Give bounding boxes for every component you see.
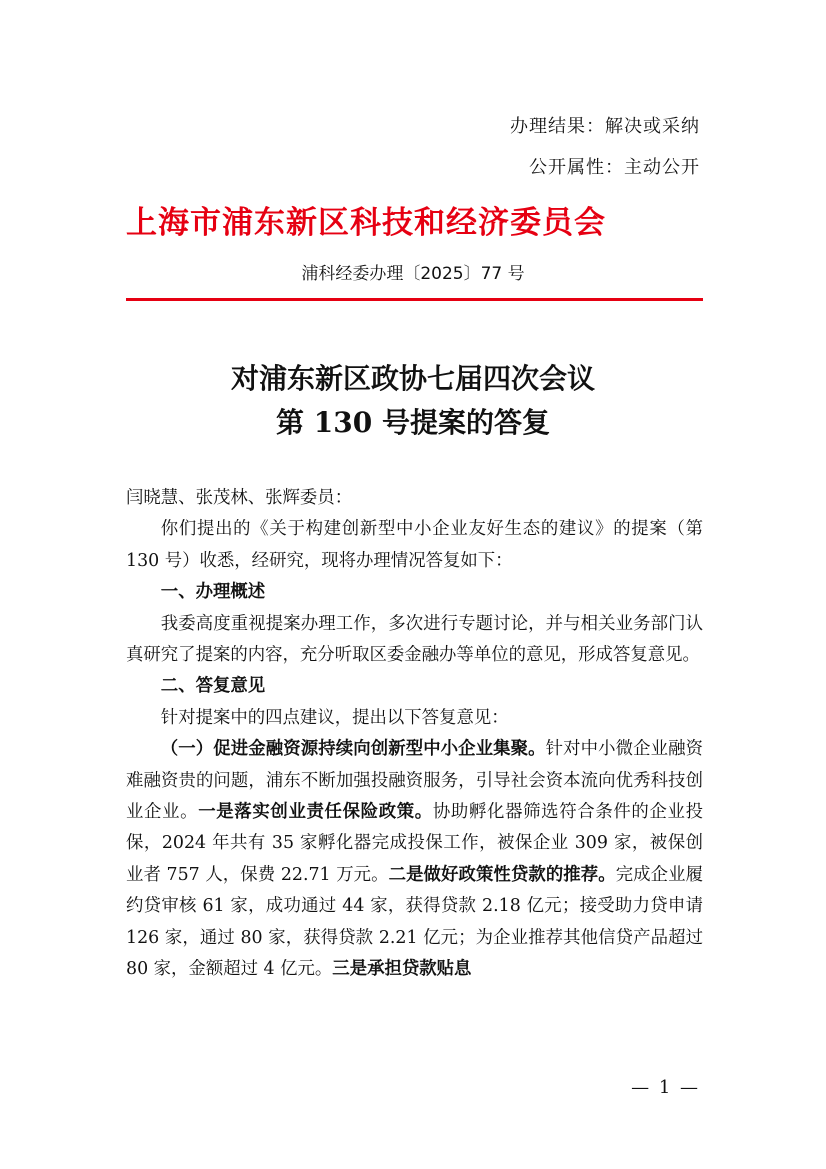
- item1-point1-heading: 一是落实创业责任保险政策。: [198, 802, 433, 823]
- handling-result: 办理结果：解决或采纳: [510, 116, 700, 137]
- page-number: — 1 —: [631, 1077, 700, 1098]
- item1-text: 针对中小微企业融资难融资贵的问题，浦东不断加强投融资服务，引导社会资本流向优秀科技创业企业。: [126, 739, 703, 823]
- item1-point3-heading: 三是承担贷款贴息: [332, 959, 472, 980]
- document-number: 浦科经委办理〔2025〕77 号: [301, 264, 525, 284]
- item1-point2-heading: 二是做好政策性贷款的推荐。: [388, 864, 616, 885]
- item1-heading: （一）促进金融资源持续向创新型中小企业集聚。: [160, 739, 546, 760]
- item1-point2-text: 完成企业履约贷审核 61 家，成功通过 44 家，获得贷款 2.18 亿元；接受助力贷申请 126 家，通过 80 家，获得贷款 2.21 亿元；为企业推荐其他信贷产品超过 80 家，金额超过 4 亿元。: [126, 864, 703, 980]
- document-title-line1: 对浦东新区政协七届四次会议: [230, 362, 595, 395]
- issuing-organization: 上海市浦东新区科技和经济委员会: [126, 205, 606, 241]
- section1-heading: 一、办理概述: [160, 582, 266, 603]
- salutation: 闫晓慧、张茂林、张辉委员：: [126, 488, 353, 508]
- document-body: [126, 483, 703, 986]
- disclosure-attribute: 公开属性：主动公开: [529, 157, 700, 178]
- item1-paragraph: [126, 734, 703, 985]
- intro-paragraph: 你们提出的《关于构建创新型中小企业友好生态的建议》的提案（第 130 号）收悉，经研究，现将办理情况答复如下：: [126, 519, 703, 571]
- document-title-line2: 第 130 号提案的答复: [276, 406, 550, 439]
- section1-paragraph: 我委高度重视提案办理工作，多次进行专题讨论，并与相关业务部门认真研究了提案的内容，充分听取区委金融办等单位的意见，形成答复意见。: [126, 613, 703, 666]
- section2-heading: 二、答复意见: [160, 676, 266, 697]
- red-divider: [126, 298, 703, 301]
- item1-point1-text: 协助孵化器筛选符合条件的企业投保，2024 年共有 35 家孵化器完成投保工作，被保企业 309 家，被保创业者 757 人，保费 22.71 万元。: [126, 802, 703, 885]
- section2-intro: 针对提案中的四点建议，提出以下答复意见：: [160, 707, 509, 728]
